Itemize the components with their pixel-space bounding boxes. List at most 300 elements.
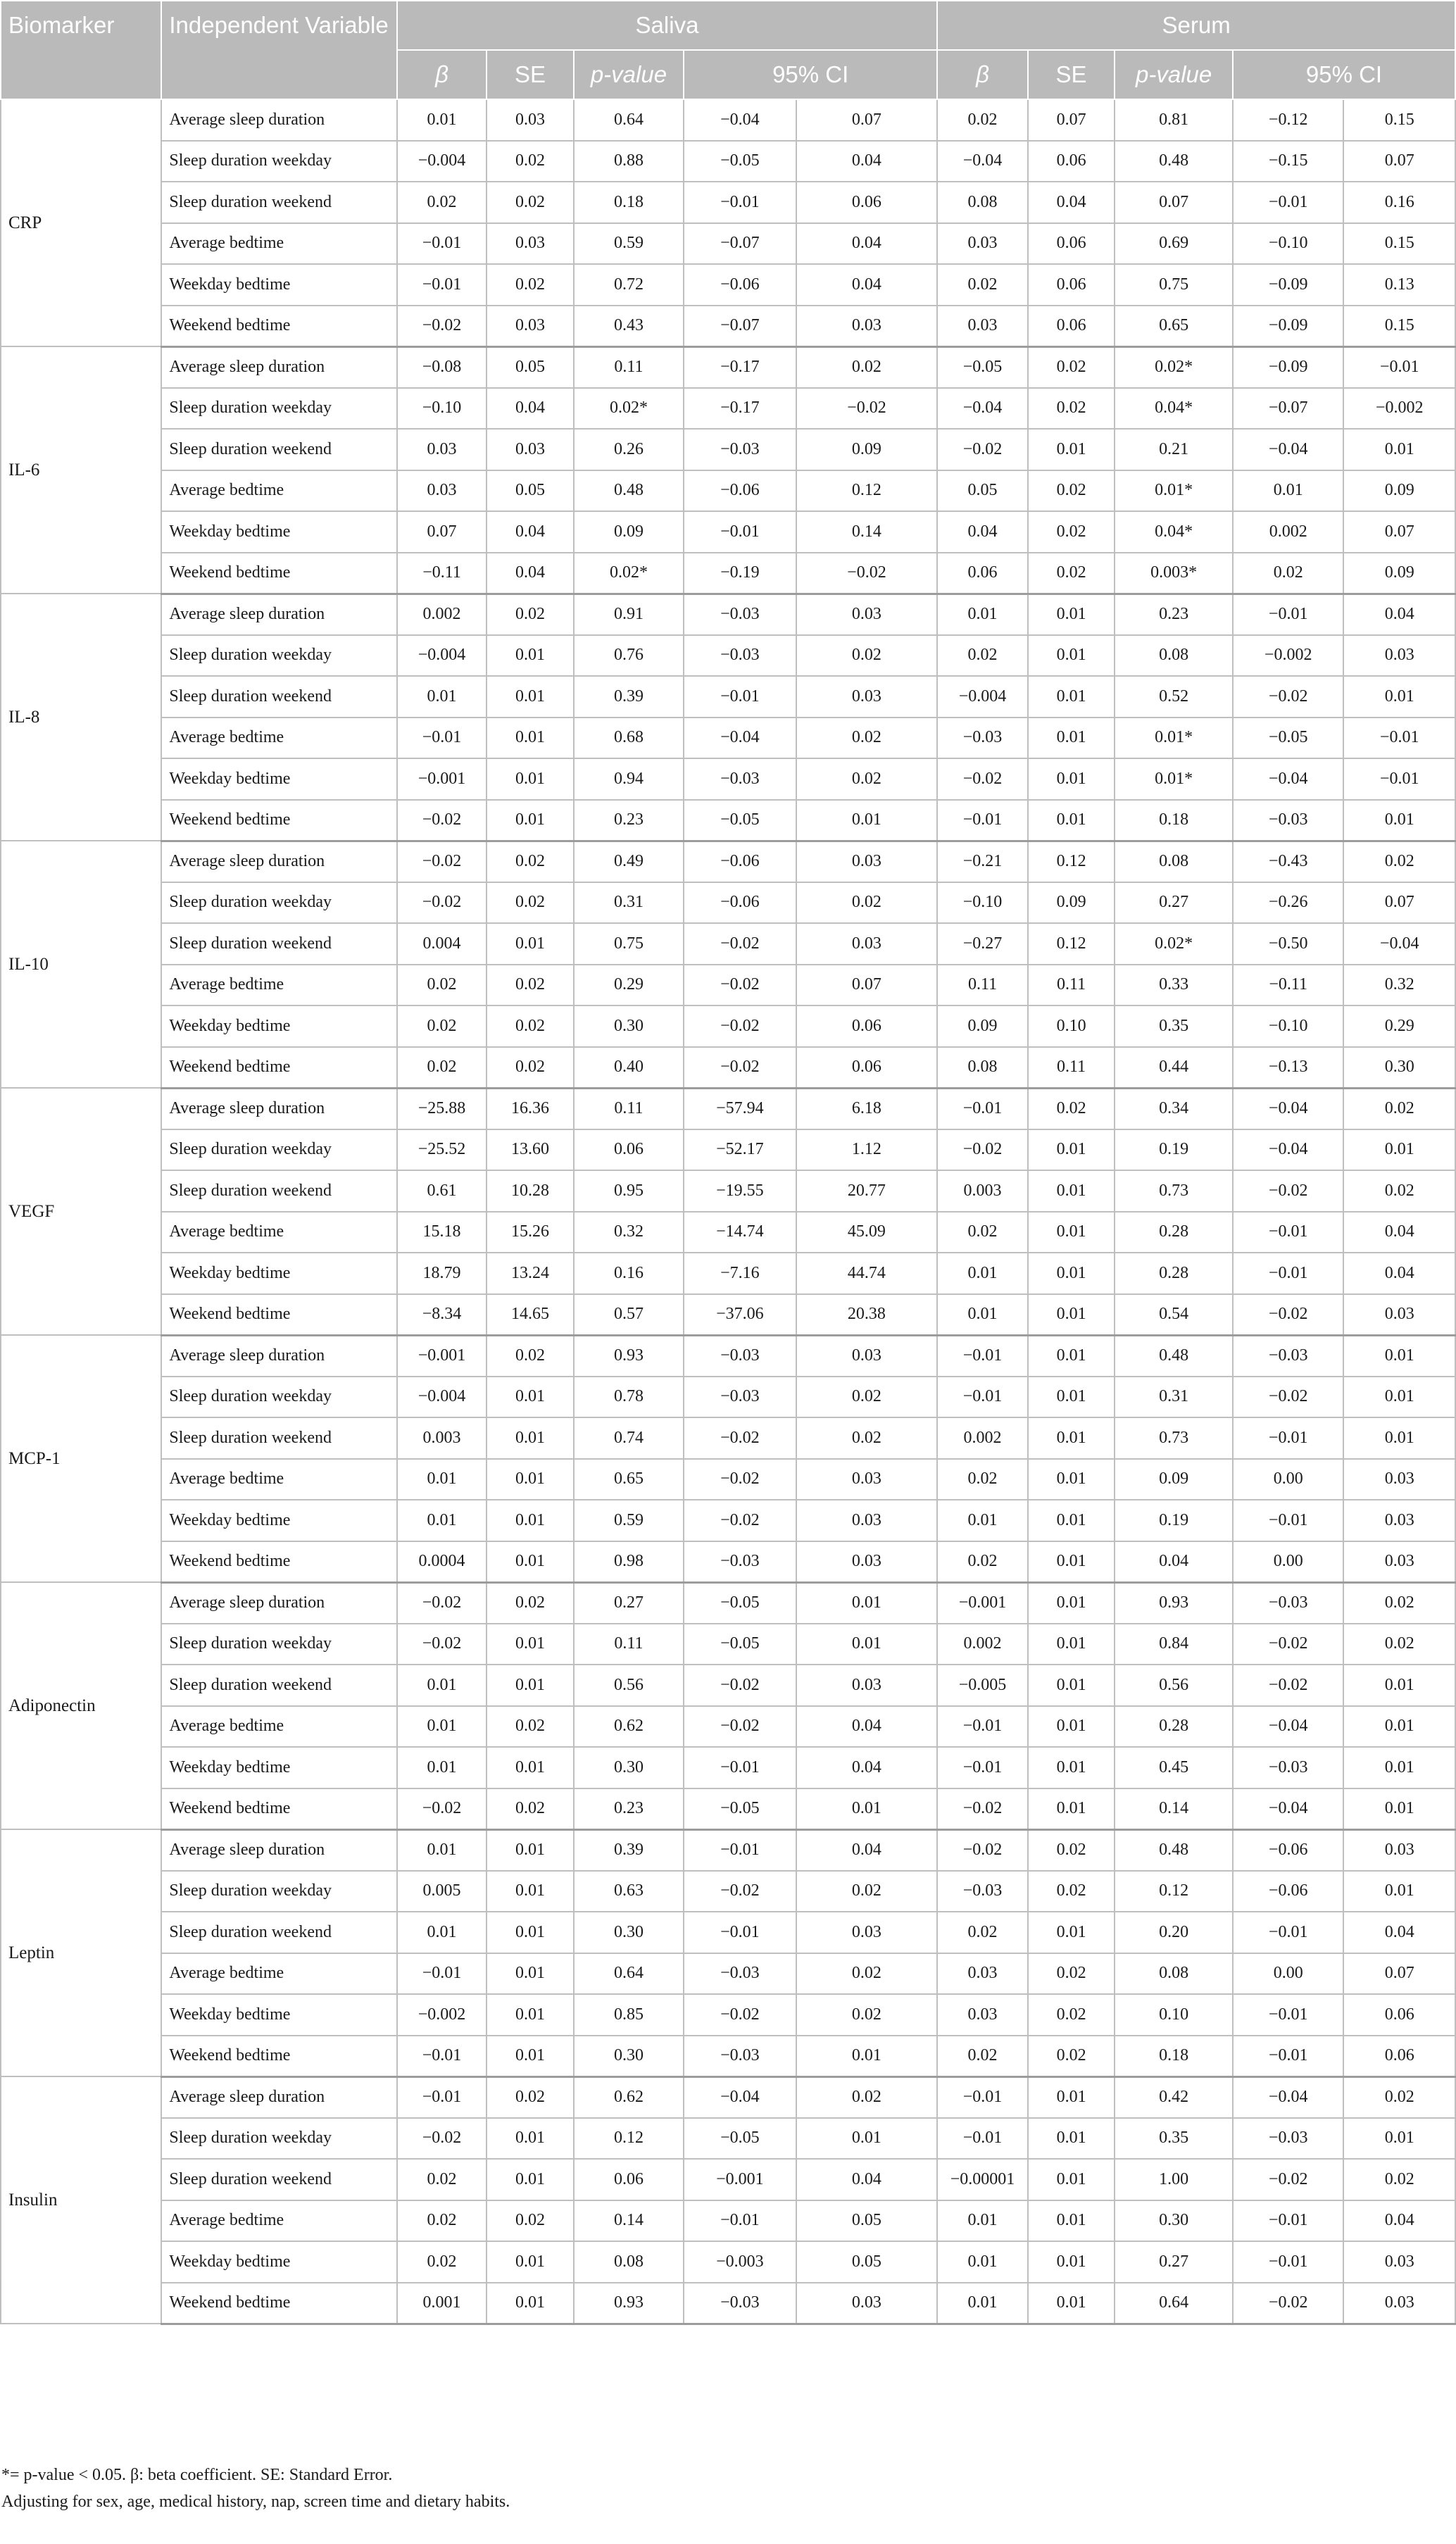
serum-se-cell: 0.01 [1028,1912,1115,1953]
serum-ci-lower-cell: −0.01 [1233,182,1343,223]
serum-ci-lower-cell: −0.04 [1233,2076,1343,2118]
saliva-ci-upper-cell: 0.06 [796,1005,938,1047]
serum-p-value-cell: 0.81 [1115,99,1233,141]
serum-se-cell: 0.02 [1028,1871,1115,1912]
independent-variable-cell: Weekday bedtime [161,1005,396,1047]
serum-se-cell: 0.01 [1028,429,1115,470]
serum-ci-upper-cell: −0.04 [1343,923,1455,965]
serum-p-value-cell: 0.52 [1115,676,1233,718]
saliva-ci-upper-cell: 0.01 [796,2036,938,2077]
serum-ci-lower-cell: −0.02 [1233,1170,1343,1212]
saliva-ci-lower-cell: −0.03 [684,635,796,677]
serum-ci-lower-cell: −0.04 [1233,1088,1343,1129]
independent-variable-cell: Sleep duration weekend [161,923,396,965]
saliva-se-cell: 0.01 [487,1829,573,1871]
table-row [1,1541,1455,1583]
saliva-ci-lower-cell: −0.06 [684,882,796,924]
saliva-beta-cell: 0.01 [397,1665,487,1706]
saliva-ci-lower-cell: −52.17 [684,1129,796,1171]
saliva-ci-lower-cell: −0.02 [684,1417,796,1459]
serum-se-cell: 0.01 [1028,2200,1115,2242]
independent-variable-cell: Sleep duration weekend [161,182,396,223]
saliva-p-value-cell: 0.30 [574,2036,684,2077]
serum-ci-upper-cell: 0.06 [1343,2036,1455,2077]
saliva-ci-upper-cell: 0.02 [796,346,938,388]
independent-variable-cell: Sleep duration weekday [161,141,396,182]
serum-p-value-cell: 0.08 [1115,1953,1233,1995]
serum-ci-upper-cell: 0.09 [1343,470,1455,512]
serum-se-cell: 0.06 [1028,264,1115,306]
serum-ci-lower-cell: −0.09 [1233,306,1343,347]
serum-p-value-cell: 0.64 [1115,2283,1233,2324]
saliva-beta-cell: 0.02 [397,2200,487,2242]
serum-beta-cell: −0.04 [937,388,1028,430]
saliva-ci-upper-cell: 44.74 [796,1253,938,1294]
serum-ci-lower-cell: −0.04 [1233,1706,1343,1748]
saliva-ci-upper-cell: 0.04 [796,1747,938,1788]
table-row [1,346,1455,388]
serum-se-cell: 0.01 [1028,1624,1115,1665]
table-row [1,1459,1455,1500]
serum-se-cell: 0.06 [1028,223,1115,265]
serum-ci-upper-cell: 0.15 [1343,223,1455,265]
serum-p-value-cell: 0.003* [1115,553,1233,594]
serum-ci-lower-cell: −0.04 [1233,1788,1343,1830]
serum-p-value-cell: 0.08 [1115,841,1233,882]
table-row [1,2076,1455,2118]
serum-ci-lower-cell: −0.01 [1233,2036,1343,2077]
saliva-beta-cell: 0.01 [397,1829,487,1871]
table-row [1,429,1455,470]
serum-ci-lower-cell: −0.02 [1233,1377,1343,1418]
table-row [1,923,1455,965]
serum-ci-lower-cell: −0.50 [1233,923,1343,965]
serum-beta-cell: 0.02 [937,635,1028,677]
independent-variable-cell: Sleep duration weekday [161,882,396,924]
saliva-beta-cell: −0.02 [397,1624,487,1665]
saliva-ci-upper-cell: 0.09 [796,429,938,470]
serum-se-cell: 0.04 [1028,182,1115,223]
table-row [1,1994,1455,2036]
saliva-se-cell: 0.01 [487,1417,573,1459]
saliva-ci-upper-cell: −0.02 [796,388,938,430]
saliva-ci-upper-cell: 0.03 [796,1335,938,1377]
independent-variable-cell: Weekday bedtime [161,511,396,553]
serum-p-value-cell: 0.04 [1115,1541,1233,1583]
table-row [1,1253,1455,1294]
serum-se-cell: 0.02 [1028,1088,1115,1129]
saliva-se-cell: 0.01 [487,718,573,759]
saliva-p-value-cell: 0.64 [574,99,684,141]
serum-ci-upper-cell: 0.02 [1343,1582,1455,1624]
saliva-ci-upper-cell: 0.02 [796,1994,938,2036]
saliva-se-cell: 0.02 [487,182,573,223]
independent-variable-cell: Weekend bedtime [161,800,396,841]
saliva-p-value-cell: 0.59 [574,223,684,265]
serum-beta-cell: 0.09 [937,1005,1028,1047]
serum-p-value-cell: 0.93 [1115,1582,1233,1624]
saliva-p-value-cell: 0.18 [574,182,684,223]
saliva-p-value-cell: 0.11 [574,1624,684,1665]
saliva-beta-cell: −0.001 [397,1335,487,1377]
serum-ci-upper-cell: −0.01 [1343,758,1455,800]
serum-se-cell: 0.01 [1028,1747,1115,1788]
saliva-beta-cell: 0.005 [397,1871,487,1912]
serum-beta-cell: 0.03 [937,306,1028,347]
serum-ci-upper-cell: 0.01 [1343,800,1455,841]
serum-p-value-cell: 0.04* [1115,388,1233,430]
table-row [1,306,1455,347]
saliva-p-value-cell: 0.64 [574,1953,684,1995]
serum-ci-lower-cell: −0.04 [1233,429,1343,470]
table-row [1,758,1455,800]
serum-p-value-cell: 0.31 [1115,1377,1233,1418]
serum-ci-lower-cell: −0.02 [1233,2159,1343,2200]
serum-p-value-cell: 0.42 [1115,2076,1233,2118]
independent-variable-cell: Weekend bedtime [161,1788,396,1830]
saliva-se-cell: 0.04 [487,388,573,430]
saliva-beta-cell: 0.02 [397,2159,487,2200]
saliva-p-value-cell: 0.11 [574,346,684,388]
saliva-ci-lower-cell: −0.02 [684,1706,796,1748]
serum-p-value-cell: 0.19 [1115,1129,1233,1171]
saliva-ci-lower-cell: −14.74 [684,1212,796,1253]
saliva-se-cell: 0.01 [487,1994,573,2036]
saliva-ci-lower-cell: −0.06 [684,264,796,306]
saliva-se-cell: 13.24 [487,1253,573,1294]
serum-se-cell: 0.06 [1028,141,1115,182]
saliva-p-value-cell: 0.78 [574,1377,684,1418]
serum-beta-cell: 0.06 [937,553,1028,594]
saliva-ci-upper-cell: 0.06 [796,182,938,223]
saliva-ci-upper-cell: 0.05 [796,2241,938,2283]
serum-p-value-cell: 0.69 [1115,223,1233,265]
independent-variable-cell: Average bedtime [161,470,396,512]
serum-ci-lower-cell: −0.04 [1233,1129,1343,1171]
serum-beta-cell: −0.21 [937,841,1028,882]
serum-ci-lower-cell: −0.01 [1233,1253,1343,1294]
saliva-ci-upper-cell: 0.01 [796,1624,938,1665]
independent-variable-cell: Weekday bedtime [161,1253,396,1294]
serum-beta-cell: 0.01 [937,2283,1028,2324]
saliva-se-cell: 0.01 [487,923,573,965]
serum-beta-cell: −0.01 [937,2118,1028,2160]
serum-ci-lower-cell: −0.01 [1233,1912,1343,1953]
saliva-p-value-cell: 0.06 [574,2159,684,2200]
saliva-ci-lower-cell: −0.05 [684,2118,796,2160]
serum-beta-cell: −0.01 [937,1335,1028,1377]
serum-p-value-cell: 0.01* [1115,470,1233,512]
serum-ci-lower-cell: 0.002 [1233,511,1343,553]
serum-ci-lower-cell: −0.01 [1233,2200,1343,2242]
serum-beta-cell: −0.27 [937,923,1028,965]
saliva-beta-cell: −0.01 [397,2076,487,2118]
saliva-se-cell: 0.01 [487,2036,573,2077]
serum-beta-cell: 0.003 [937,1170,1028,1212]
serum-p-value-cell: 0.65 [1115,306,1233,347]
serum-beta-cell: −0.01 [937,1706,1028,1748]
serum-ci-upper-cell: 0.02 [1343,841,1455,882]
saliva-ci-lower-cell: −0.03 [684,2036,796,2077]
serum-ci-upper-cell: 0.15 [1343,306,1455,347]
serum-beta-cell: −0.10 [937,882,1028,924]
serum-se-cell: 0.06 [1028,306,1115,347]
serum-p-value-cell: 0.54 [1115,1294,1233,1336]
serum-p-value-cell: 0.30 [1115,2200,1233,2242]
saliva-se-cell: 0.04 [487,553,573,594]
saliva-beta-cell: −0.01 [397,2036,487,2077]
serum-se-cell: 0.01 [1028,1294,1115,1336]
serum-ci-lower-cell: −0.09 [1233,264,1343,306]
serum-beta-cell: −0.01 [937,1747,1028,1788]
saliva-se-cell: 0.03 [487,306,573,347]
independent-variable-cell: Average sleep duration [161,99,396,141]
saliva-beta-cell: −25.88 [397,1088,487,1129]
serum-ci-upper-cell: −0.01 [1343,718,1455,759]
independent-variable-cell: Weekend bedtime [161,553,396,594]
serum-beta-cell: 0.02 [937,1212,1028,1253]
saliva-ci-upper-cell: 0.03 [796,1500,938,1541]
saliva-ci-upper-cell: 0.04 [796,223,938,265]
saliva-beta-cell: 0.01 [397,1706,487,1748]
serum-beta-cell: 0.01 [937,1294,1028,1336]
table-row [1,1953,1455,1995]
saliva-se-cell: 0.02 [487,141,573,182]
saliva-se-cell: 0.01 [487,1953,573,1995]
header-saliva-p-value: p-value [574,50,684,99]
saliva-ci-upper-cell: 0.03 [796,2283,938,2324]
serum-p-value-cell: 0.18 [1115,2036,1233,2077]
table-row [1,1871,1455,1912]
saliva-beta-cell: 0.004 [397,923,487,965]
saliva-se-cell: 16.36 [487,1088,573,1129]
independent-variable-cell: Average bedtime [161,1459,396,1500]
saliva-ci-upper-cell: 0.04 [796,1706,938,1748]
saliva-beta-cell: −0.002 [397,1994,487,2036]
saliva-beta-cell: 0.01 [397,1912,487,1953]
saliva-ci-lower-cell: −0.02 [684,1871,796,1912]
serum-ci-upper-cell: 0.01 [1343,1747,1455,1788]
serum-ci-lower-cell: −0.10 [1233,223,1343,265]
serum-se-cell: 0.01 [1028,1582,1115,1624]
independent-variable-cell: Weekend bedtime [161,1541,396,1583]
serum-ci-lower-cell: −0.10 [1233,1005,1343,1047]
serum-ci-lower-cell: −0.03 [1233,1582,1343,1624]
serum-se-cell: 0.01 [1028,1377,1115,1418]
saliva-p-value-cell: 0.12 [574,2118,684,2160]
saliva-se-cell: 0.05 [487,346,573,388]
serum-beta-cell: −0.02 [937,429,1028,470]
serum-se-cell: 0.01 [1028,1788,1115,1830]
saliva-ci-upper-cell: 0.07 [796,965,938,1006]
table-row [1,1212,1455,1253]
serum-p-value-cell: 0.18 [1115,800,1233,841]
header-saliva-se: SE [487,50,573,99]
table-body [1,99,1455,2324]
serum-beta-cell: −0.02 [937,1829,1028,1871]
saliva-se-cell: 0.03 [487,99,573,141]
serum-se-cell: 0.01 [1028,594,1115,635]
saliva-se-cell: 0.02 [487,882,573,924]
saliva-ci-upper-cell: 0.03 [796,306,938,347]
serum-se-cell: 0.02 [1028,388,1115,430]
independent-variable-cell: Weekday bedtime [161,2241,396,2283]
saliva-ci-lower-cell: −0.03 [684,1377,796,1418]
saliva-ci-upper-cell: 0.03 [796,1665,938,1706]
header-biomarker: Biomarker [1,1,161,99]
saliva-ci-lower-cell: −0.01 [684,2200,796,2242]
saliva-p-value-cell: 0.23 [574,800,684,841]
table-header [1,1,1455,99]
serum-beta-cell: 0.02 [937,2036,1028,2077]
saliva-beta-cell: 0.01 [397,676,487,718]
serum-se-cell: 0.01 [1028,2283,1115,2324]
saliva-beta-cell: −25.52 [397,1129,487,1171]
saliva-p-value-cell: 0.56 [574,1665,684,1706]
saliva-p-value-cell: 0.43 [574,306,684,347]
serum-p-value-cell: 0.33 [1115,965,1233,1006]
saliva-p-value-cell: 0.08 [574,2241,684,2283]
saliva-se-cell: 0.01 [487,1459,573,1500]
table-row [1,676,1455,718]
biomarker-cell: IL-6 [1,346,161,594]
serum-ci-lower-cell: −0.06 [1233,1829,1343,1871]
independent-variable-cell: Sleep duration weekday [161,1377,396,1418]
saliva-ci-upper-cell: 0.03 [796,594,938,635]
saliva-ci-lower-cell: −0.17 [684,388,796,430]
serum-p-value-cell: 0.44 [1115,1047,1233,1089]
serum-beta-cell: 0.01 [937,594,1028,635]
serum-ci-lower-cell: −0.02 [1233,1624,1343,1665]
saliva-beta-cell: −0.02 [397,1788,487,1830]
saliva-ci-lower-cell: −57.94 [684,1088,796,1129]
saliva-se-cell: 0.01 [487,1541,573,1583]
serum-beta-cell: −0.02 [937,1129,1028,1171]
serum-se-cell: 0.01 [1028,758,1115,800]
saliva-ci-upper-cell: 0.03 [796,1459,938,1500]
saliva-ci-upper-cell: 0.02 [796,718,938,759]
serum-ci-upper-cell: 0.29 [1343,1005,1455,1047]
serum-p-value-cell: 0.01* [1115,718,1233,759]
serum-p-value-cell: 0.14 [1115,1788,1233,1830]
saliva-ci-lower-cell: −0.05 [684,141,796,182]
saliva-p-value-cell: 0.49 [574,841,684,882]
serum-ci-lower-cell: −0.03 [1233,1335,1343,1377]
serum-ci-upper-cell: 0.01 [1343,676,1455,718]
serum-ci-lower-cell: −0.15 [1233,141,1343,182]
table-row [1,1129,1455,1171]
serum-se-cell: 0.01 [1028,676,1115,718]
serum-beta-cell: −0.03 [937,1871,1028,1912]
table-row [1,718,1455,759]
saliva-ci-upper-cell: 0.02 [796,1377,938,1418]
independent-variable-cell: Sleep duration weekday [161,388,396,430]
header-serum-beta: β [937,50,1028,99]
serum-ci-lower-cell: −0.11 [1233,965,1343,1006]
table-row [1,99,1455,141]
serum-ci-lower-cell: 0.01 [1233,470,1343,512]
serum-ci-upper-cell: 0.03 [1343,1541,1455,1583]
serum-se-cell: 0.02 [1028,470,1115,512]
saliva-p-value-cell: 0.62 [574,2076,684,2118]
saliva-beta-cell: −0.01 [397,264,487,306]
serum-ci-upper-cell: 0.03 [1343,1829,1455,1871]
serum-beta-cell: 0.01 [937,1253,1028,1294]
serum-beta-cell: 0.04 [937,511,1028,553]
saliva-se-cell: 0.01 [487,2241,573,2283]
saliva-ci-lower-cell: −0.04 [684,99,796,141]
serum-ci-upper-cell: 0.13 [1343,264,1455,306]
serum-ci-upper-cell: 0.01 [1343,1788,1455,1830]
independent-variable-cell: Weekend bedtime [161,2036,396,2077]
saliva-se-cell: 0.02 [487,1706,573,1748]
saliva-p-value-cell: 0.39 [574,1829,684,1871]
table-row [1,182,1455,223]
serum-p-value-cell: 0.45 [1115,1747,1233,1788]
saliva-beta-cell: 0.03 [397,429,487,470]
serum-p-value-cell: 0.28 [1115,1253,1233,1294]
saliva-beta-cell: 0.01 [397,1500,487,1541]
saliva-p-value-cell: 0.32 [574,1212,684,1253]
serum-se-cell: 0.11 [1028,1047,1115,1089]
saliva-se-cell: 0.02 [487,1582,573,1624]
saliva-ci-lower-cell: −0.02 [684,1994,796,2036]
saliva-p-value-cell: 0.57 [574,1294,684,1336]
saliva-ci-lower-cell: −0.01 [684,1747,796,1788]
independent-variable-cell: Weekend bedtime [161,306,396,347]
serum-ci-lower-cell: 0.00 [1233,1459,1343,1500]
serum-ci-upper-cell: 0.04 [1343,2200,1455,2242]
serum-se-cell: 0.01 [1028,1459,1115,1500]
saliva-se-cell: 0.04 [487,511,573,553]
serum-p-value-cell: 0.35 [1115,1005,1233,1047]
serum-p-value-cell: 0.27 [1115,882,1233,924]
serum-ci-lower-cell: −0.06 [1233,1871,1343,1912]
saliva-p-value-cell: 0.65 [574,1459,684,1500]
saliva-beta-cell: −0.11 [397,553,487,594]
serum-p-value-cell: 0.19 [1115,1500,1233,1541]
serum-p-value-cell: 0.56 [1115,1665,1233,1706]
serum-ci-lower-cell: −0.13 [1233,1047,1343,1089]
saliva-se-cell: 0.02 [487,1005,573,1047]
serum-ci-lower-cell: −0.09 [1233,346,1343,388]
table-row [1,1377,1455,1418]
independent-variable-cell: Sleep duration weekday [161,1129,396,1171]
saliva-se-cell: 13.60 [487,1129,573,1171]
saliva-p-value-cell: 0.48 [574,470,684,512]
serum-se-cell: 0.02 [1028,511,1115,553]
saliva-se-cell: 0.02 [487,965,573,1006]
saliva-ci-lower-cell: −0.07 [684,223,796,265]
serum-p-value-cell: 0.48 [1115,1335,1233,1377]
serum-p-value-cell: 0.73 [1115,1170,1233,1212]
table-row [1,1788,1455,1830]
table-row [1,1582,1455,1624]
saliva-ci-upper-cell: 0.04 [796,141,938,182]
serum-ci-upper-cell: 0.06 [1343,1994,1455,2036]
serum-beta-cell: −0.05 [937,346,1028,388]
saliva-se-cell: 0.02 [487,841,573,882]
serum-ci-lower-cell: −0.01 [1233,594,1343,635]
serum-ci-lower-cell: −0.01 [1233,1994,1343,2036]
saliva-ci-lower-cell: −0.04 [684,2076,796,2118]
table-row [1,1706,1455,1748]
saliva-beta-cell: 15.18 [397,1212,487,1253]
saliva-ci-upper-cell: 0.01 [796,1788,938,1830]
serum-ci-upper-cell: 0.03 [1343,1294,1455,1336]
footnote-adjustment: Adjusting for sex, age, medical history, nap, screen time and dietary habits. [1,2493,510,2511]
biomarker-cell: Insulin [1,2076,161,2324]
